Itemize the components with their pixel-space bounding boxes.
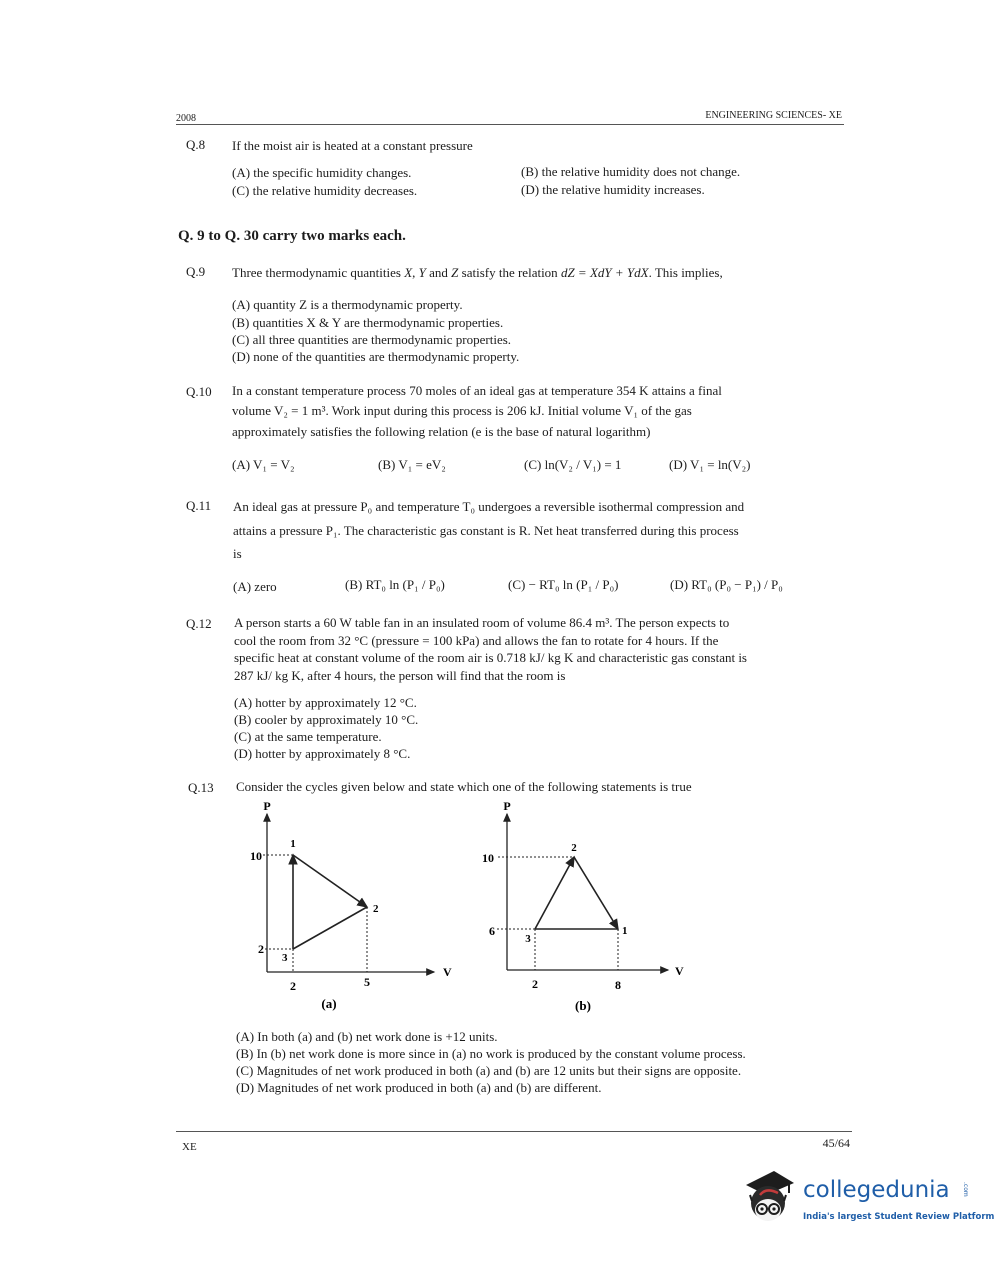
- q11-option-a: (A) zero: [233, 579, 277, 594]
- diagram-a-process-1-2: [293, 855, 367, 907]
- diagram-b-point-1: 1: [622, 925, 628, 937]
- diagram-a-axis-v: V: [443, 965, 452, 979]
- cycle-diagram-a: [236, 796, 466, 1016]
- diagram-a-tick-v-high: 5: [364, 975, 370, 989]
- q11-line-2: attains a pressure P₁. The characteristic gas constant is R. Net heat transferred during this process: [233, 523, 739, 538]
- q9-var-y: Y: [418, 265, 426, 280]
- diagram-b-axis-p: P: [503, 799, 511, 813]
- q9-option-b: (B) quantities X & Y are thermodynamic properties.: [232, 315, 504, 330]
- diagram-b-process-3-2: [535, 857, 574, 929]
- diagram-a-tick-v-low: 2: [290, 979, 296, 993]
- q13-option-c: (C) Magnitudes of net work produced in both (a) and (b) are 12 units but their signs are opposite.: [236, 1063, 742, 1078]
- q10-option-a: (A) V₁ = V₂: [232, 457, 295, 472]
- diagram-a-tick-p-low: 2: [258, 942, 264, 956]
- q9-relation: dZ = XdY + YdX: [560, 265, 649, 280]
- diagram-a-point-3: 3: [282, 952, 288, 964]
- q12-option-c: (C) at the same temperature.: [234, 729, 382, 744]
- q8-number: Q.8: [186, 137, 206, 152]
- q11-line-3: is: [233, 546, 242, 561]
- diagram-b-tick-v-low: 2: [532, 977, 538, 991]
- q8-option-c: (C) the relative humidity decreases.: [232, 183, 418, 198]
- cycle-diagram-b: [470, 796, 700, 1016]
- diagram-b-point-3: 3: [525, 933, 531, 945]
- q11-option-d: (D) RT₀ (P₀ − P₁) / P₀: [670, 577, 783, 592]
- q12-line-1: A person starts a 60 W table fan in an insulated room of volume 86.4 m³. The person expects to: [234, 615, 730, 630]
- q12-line-3: specific heat at constant volume of the room air is 0.718 kJ/ kg K and characteristic gas constant is: [234, 650, 747, 665]
- diagram-b-tick-v-high: 8: [615, 978, 621, 992]
- q9-and: and: [429, 265, 448, 280]
- q8-text: If the moist air is heated at a constant pressure: [232, 138, 473, 153]
- q12-line-4: 287 kJ/ kg K, after 4 hours, the person will find that the room is: [234, 668, 566, 683]
- q8-option-b: (B) the relative humidity does not change.: [521, 164, 741, 179]
- q13-option-a: (A) In both (a) and (b) net work done is +12 units.: [236, 1029, 498, 1044]
- q9-text-post: . This implies,: [648, 265, 723, 280]
- footer-code: XE: [182, 1141, 197, 1153]
- q10-option-d: (D) V₁ = ln(V₂): [669, 457, 751, 472]
- diagram-a-tick-p-high: 10: [250, 849, 262, 863]
- q13-text: Consider the cycles given below and state which one of the following statements is true: [236, 779, 692, 794]
- q9-var-z: Z: [451, 265, 459, 280]
- q11-option-b: (B) RT₀ ln (P₁ / P₀): [345, 577, 445, 592]
- diagram-a-point-2: 2: [373, 903, 379, 915]
- q11-line-1: An ideal gas at pressure P₀ and temperature T₀ undergoes a reversible isothermal compression and: [233, 499, 745, 514]
- diagram-b-process-2-1: [574, 857, 618, 929]
- q12-option-a: (A) hotter by approximately 12 °C.: [234, 695, 417, 710]
- footer-rule: [176, 1131, 852, 1132]
- q12-line-2: cool the room from 32 °C (pressure = 100 kPa) and allows the fan to rotate for 4 hours. If the: [234, 633, 719, 648]
- diagram-b-tick-p-low: 6: [489, 924, 495, 938]
- brand-name: collegedunia: [803, 1177, 950, 1203]
- header-year: 2008: [176, 113, 196, 124]
- diagram-b-axis-v: V: [675, 964, 684, 978]
- q9-text-mid: satisfy the relation: [461, 265, 558, 280]
- diagram-a-process-2-3: [293, 907, 367, 949]
- q11-number: Q.11: [186, 498, 212, 513]
- diagram-a-caption: (a): [321, 996, 337, 1011]
- q9-option-a: (A) quantity Z is a thermodynamic property.: [232, 297, 463, 312]
- q9-option-c: (C) all three quantities are thermodynamic properties.: [232, 332, 512, 347]
- diagram-b-caption: (b): [575, 998, 591, 1013]
- q9-text-pre: Three thermodynamic quantities: [232, 265, 401, 280]
- section-heading: Q. 9 to Q. 30 carry two marks each.: [178, 228, 406, 244]
- q13-option-d: (D) Magnitudes of net work produced in both (a) and (b) are different.: [236, 1080, 602, 1095]
- q11-option-c: (C) − RT₀ ln (P₁ / P₀): [508, 577, 619, 592]
- header-rule: [176, 124, 844, 125]
- q8-option-a: (A) the specific humidity changes.: [232, 165, 412, 180]
- diagram-b-tick-p-high: 10: [482, 851, 494, 865]
- q10-line-3: approximately satisfies the following relation (e is the base of natural logarithm): [232, 424, 651, 439]
- q12-option-d: (D) hotter by approximately 8 °C.: [234, 746, 411, 761]
- q12-option-b: (B) cooler by approximately 10 °C.: [234, 712, 419, 727]
- q9-text: Three thermodynamic quantities X, Y and Z satisfy the relation dZ = XdY + YdX. This implies,: [232, 265, 723, 280]
- q9-number: Q.9: [186, 264, 206, 279]
- brand-dotcom: .com: [962, 1182, 969, 1197]
- q12-number: Q.12: [186, 616, 212, 631]
- q10-line-1: In a constant temperature process 70 moles of an ideal gas at temperature 354 K attains a final: [232, 383, 722, 398]
- header-subject: ENGINEERING SCIENCES- XE: [705, 110, 842, 121]
- collegedunia-mascot-logo: [736, 1165, 800, 1231]
- q9-var-x: X: [404, 265, 413, 280]
- diagram-a-point-1: 1: [290, 838, 296, 850]
- q13-number: Q.13: [188, 780, 214, 795]
- q10-option-b: (B) V₁ = eV₂: [378, 457, 446, 472]
- q9-option-d: (D) none of the quantities are thermodynamic property.: [232, 349, 520, 364]
- q10-option-c: (C) ln(V₂ / V₁) = 1: [524, 457, 622, 472]
- diagram-a-axis-p: P: [263, 799, 271, 813]
- brand-tagline: India's largest Student Review Platform: [803, 1212, 995, 1222]
- diagram-b-point-2: 2: [571, 842, 577, 854]
- page-number: 45/64: [822, 1136, 850, 1150]
- q13-option-b: (B) In (b) net work done is more since in (a) no work is produced by the constant volume process.: [236, 1046, 746, 1061]
- q8-option-d: (D) the relative humidity increases.: [521, 182, 705, 197]
- q10-line-2: volume V₂ = 1 m³. Work input during this process is 206 kJ. Initial volume V₁ of the gas: [232, 403, 692, 418]
- q10-number: Q.10: [186, 384, 212, 399]
